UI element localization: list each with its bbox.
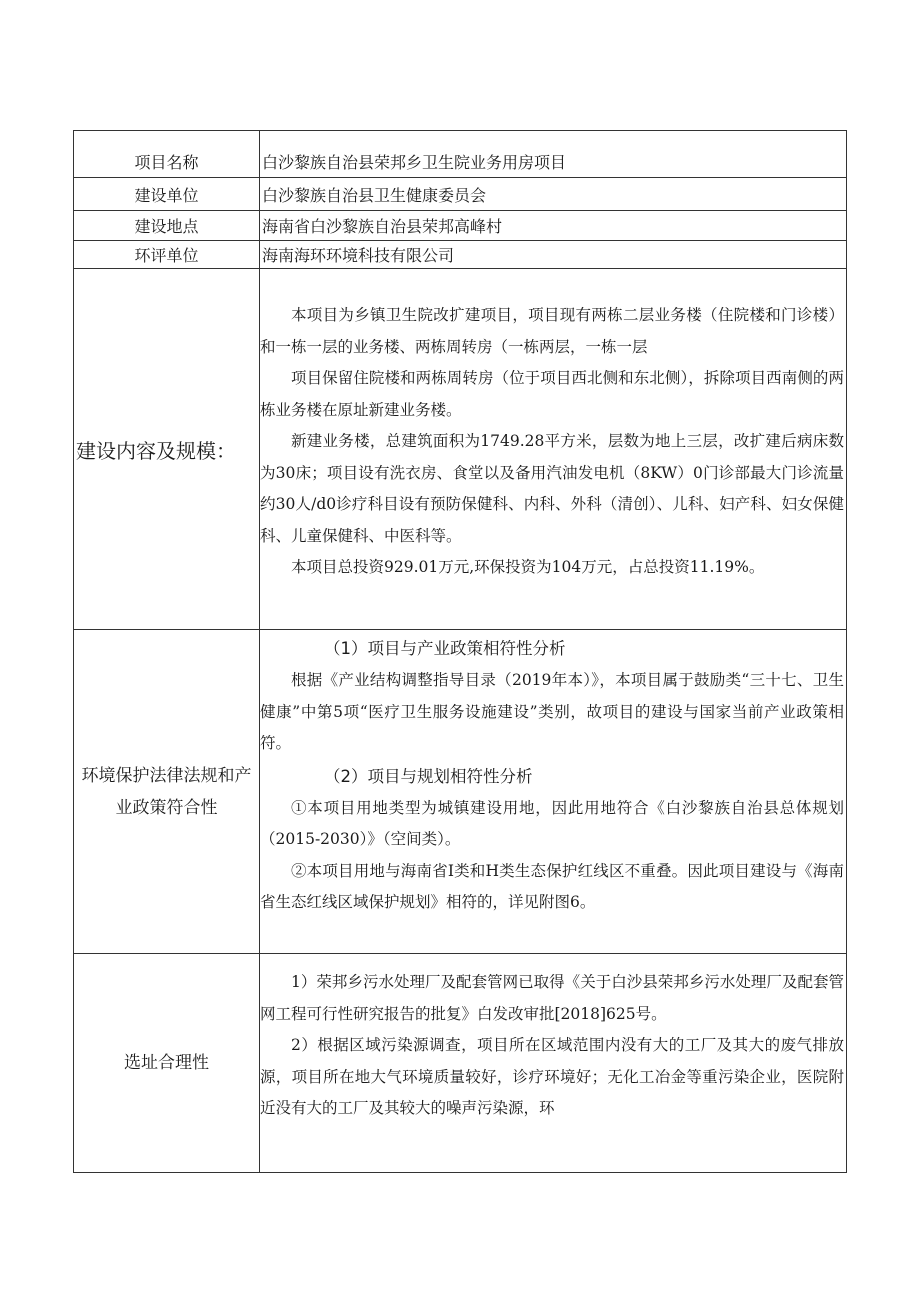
value-construction-unit: 白沙黎族自治县卫生健康委员会 bbox=[260, 178, 847, 211]
row-scope bbox=[74, 269, 847, 630]
scope-paragraph: 本项目为乡镇卫生院改扩建项目，项目现有两栋二层业务楼（住院楼和门诊楼）和一栋一层的业务楼、两栋周转房（一栋两层，一栋一层 bbox=[260, 306, 844, 356]
scope-paragraph: 新建业务楼，总建筑面积为1749.28平方米，层数为地上三层，改扩建后病床数为30床；项目设有洗衣房、食堂以及备用汽油发电机（8KW）0门诊部最大门诊流量约30人/d0诊疗科目设有预防保健科、内科、外科（清创）、儿科、妇产科、妇女保健科、儿童保健科、中医科等。 bbox=[260, 432, 844, 545]
label-siting: 选址合理性 bbox=[74, 954, 260, 1173]
scope-content bbox=[260, 269, 847, 630]
row-construction-site bbox=[74, 211, 847, 241]
scope-paragraph: 项目保留住院楼和两栋周转房（位于项目西北侧和东北侧），拆除项目西南侧的两栋业务楼在原址新建业务楼。 bbox=[260, 369, 844, 419]
row-siting bbox=[74, 954, 847, 1173]
scope-paragraph: 本项目总投资929.01万元,环保投资为104万元，占总投资11.19%。 bbox=[291, 558, 765, 576]
project-info-table bbox=[73, 130, 847, 1173]
policy-paragraph: ①本项目用地类型为城镇建设用地，因此用地符合《白沙黎族自治县总体规划（2015-2030）》（空间类）。 bbox=[260, 798, 844, 848]
siting-content bbox=[260, 954, 847, 1173]
value-eia-unit: 海南海环环境科技有限公司 bbox=[260, 241, 847, 269]
policy-paragraph: ②本项目用地与海南省I类和H类生态保护红线区不重叠。因此项目建设与《海南省生态红线区域保护规划》相符的，详见附图6。 bbox=[260, 861, 844, 911]
value-project-name: 白沙黎族自治县荣邦乡卫生院业务用房项目 bbox=[260, 131, 847, 178]
row-construction-unit bbox=[74, 178, 847, 211]
label-scope: 建设内容及规模： bbox=[74, 269, 260, 630]
row-policy bbox=[74, 630, 847, 954]
policy-heading-2: （2）项目与规划相符性分析 bbox=[324, 766, 533, 786]
policy-paragraph: 根据《产业结构调整指导目录（2019年本）》，本项目属于鼓励类“三十七、卫生健康”中第5项“医疗卫生服务设施建设”类别，故项目的建设与国家当前产业政策相符。 bbox=[260, 671, 844, 752]
label-construction-unit: 建设单位 bbox=[74, 178, 260, 211]
label-construction-site: 建设地点 bbox=[74, 211, 260, 241]
label-project-name: 项目名称 bbox=[74, 131, 260, 178]
siting-paragraph: 1）荣邦乡污水处理厂及配套管网已取得《关于白沙县荣邦乡污水处理厂及配套管网工程可行性研究报告的批复》白发改审批[2018]625号。 bbox=[260, 973, 844, 1023]
value-construction-site: 海南省白沙黎族自治县荣邦高峰村 bbox=[260, 211, 847, 241]
siting-paragraph: 2）根据区域污染源调查，项目所在区域范围内没有大的工厂及其大的废气排放源，项目所在地大气环境质量较好，诊疗环境好；无化工冶金等重污染企业，医院附近没有大的工厂及其较大的噪声污染源，环 bbox=[260, 1036, 844, 1117]
label-policy: 环境保护法律法规和产业政策符合性 bbox=[74, 630, 260, 954]
row-project-name bbox=[74, 131, 847, 178]
label-eia-unit: 环评单位 bbox=[74, 241, 260, 269]
row-eia-unit bbox=[74, 241, 847, 269]
policy-content bbox=[260, 630, 847, 954]
policy-heading-1: （1）项目与产业政策相符性分析 bbox=[324, 639, 566, 658]
